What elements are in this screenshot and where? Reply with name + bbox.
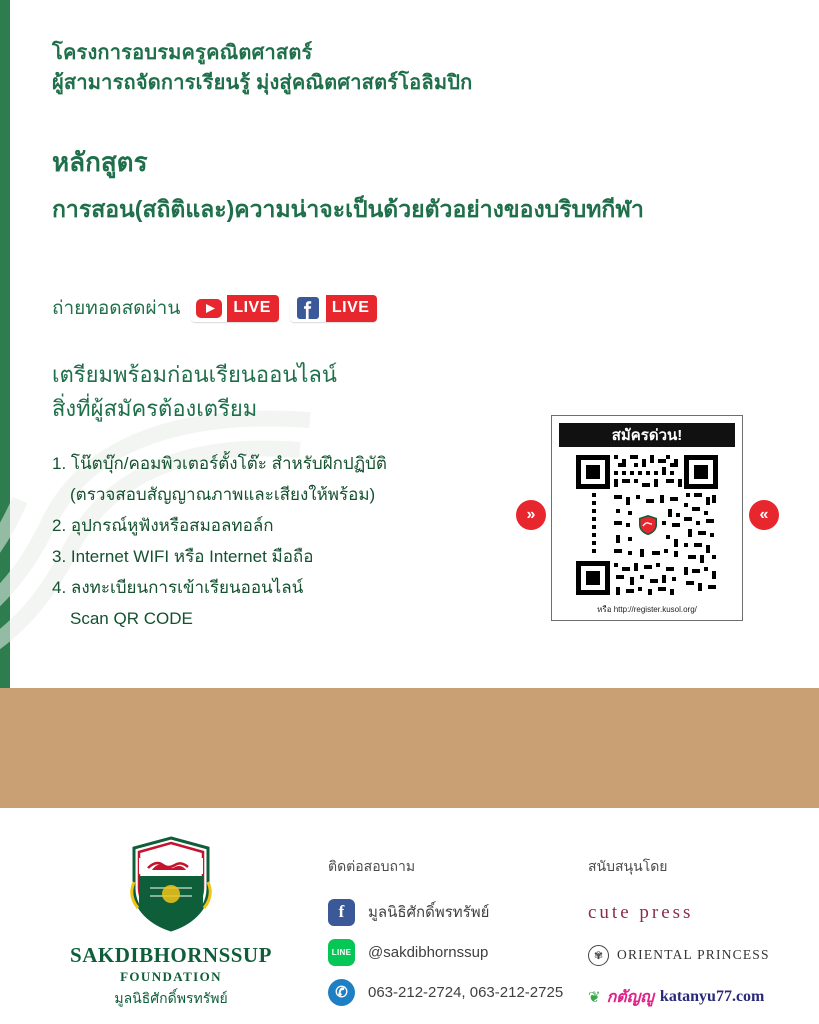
- youtube-live-badge[interactable]: [191, 295, 279, 322]
- qr-url-caption: หรือ http://register.kusol.org/: [597, 605, 697, 614]
- foundation-name: SAKDIBHORNSSUP: [70, 943, 272, 967]
- oriental-princess-text: ORIENTAL PRINCESS: [617, 947, 770, 962]
- support-heading: สนับสนุนโดย: [588, 858, 668, 874]
- foundation-sub: FOUNDATION: [120, 969, 222, 984]
- foundation-logo: [62, 836, 280, 1010]
- broadcast-row: [52, 293, 377, 323]
- cute-press-logo: [588, 892, 818, 934]
- contact-column: [328, 856, 568, 1012]
- support-column: [588, 856, 818, 1018]
- list-item: 1. โน๊ตบุ๊ก/คอมพิวเตอร์ตั้งโต๊ะ สำหรับฝึกปฏิบัติ: [52, 454, 387, 473]
- facebook-live-badge[interactable]: [290, 295, 378, 322]
- oriental-princess-logo: [588, 934, 818, 976]
- contact-heading: ติดต่อสอบถาม: [328, 858, 416, 874]
- line-icon: LINE: [328, 939, 355, 966]
- contact-row-facebook[interactable]: [328, 892, 568, 932]
- facebook-icon: f: [328, 899, 355, 926]
- list-item: 3. Internet WIFI หรือ Internet มือถือ: [52, 547, 314, 566]
- header-line-1: โครงการอบรมครูคณิตศาสตร์: [52, 42, 313, 64]
- phone-icon: ✆: [328, 979, 355, 1006]
- list-item: 2. อุปกรณ์หูฟังหรือสมอลทอล์ก: [52, 516, 274, 535]
- qr-center-logo: [635, 512, 661, 538]
- crest-icon: [128, 836, 214, 932]
- facebook-icon: [290, 295, 326, 322]
- course-title: การสอน(สถิติและ)ความน่าจะเป็นด้วยตัวอย่างของบริบทกีฬา: [52, 196, 644, 222]
- requirements-list: [52, 448, 387, 634]
- katanyu-logo: [588, 976, 818, 1018]
- arrow-left-icon: «: [749, 500, 779, 530]
- header-text: [52, 38, 472, 98]
- cute-press-text: cute press: [588, 902, 694, 923]
- katanyu-thai-text: กตัญญู: [606, 988, 654, 1006]
- oriental-princess-icon: ✾: [588, 945, 609, 966]
- katanyu-url-text: katanyu77.com: [659, 988, 765, 1005]
- prepare-line-2: สิ่งที่ผู้สมัครต้องเตรียม: [52, 396, 258, 421]
- qr-title: สมัครด่วน!: [559, 423, 735, 447]
- leaf-icon: ❦: [588, 989, 601, 1006]
- prepare-line-1: เตรียมพร้อมก่อนเรียนออนไลน์: [52, 362, 337, 387]
- list-item: (ตรวจสอบสัญญาณภาพและเสียงให้พร้อม): [70, 485, 376, 504]
- list-item: 4. ลงทะเบียนการเข้าเรียนออนไลน์: [52, 578, 304, 597]
- contact-line-text: @sakdibhornssup: [368, 943, 489, 961]
- broadcast-label: ถ่ายทอดสดผ่าน: [52, 298, 181, 319]
- contact-row-phone[interactable]: [328, 972, 568, 1012]
- youtube-live-label: LIVE: [227, 295, 279, 322]
- course-label: หลักสูตร: [52, 147, 148, 177]
- youtube-icon: [191, 295, 227, 322]
- contact-row-line[interactable]: [328, 932, 568, 972]
- header-line-2: ผู้สามารถจัดการเรียนรู้ มุ่งสู่คณิตศาสตร์โอลิมปิก: [52, 72, 473, 94]
- contact-phone-text: 063-212-2724, 063-212-2725: [368, 983, 564, 1001]
- prepare-text: [52, 358, 337, 426]
- qr-card[interactable]: [551, 415, 743, 621]
- footer: [0, 808, 819, 1024]
- arrow-right-icon: »: [516, 500, 546, 530]
- qr-code[interactable]: [572, 451, 722, 599]
- contact-facebook-text: มูลนิธิศักดิ์พรทรัพย์: [368, 904, 490, 921]
- list-item: Scan QR CODE: [70, 609, 193, 628]
- facebook-live-label: LIVE: [326, 295, 378, 322]
- tan-band: [0, 688, 819, 808]
- foundation-thai-name: มูลนิธิศักดิ์พรทรัพย์: [114, 990, 228, 1006]
